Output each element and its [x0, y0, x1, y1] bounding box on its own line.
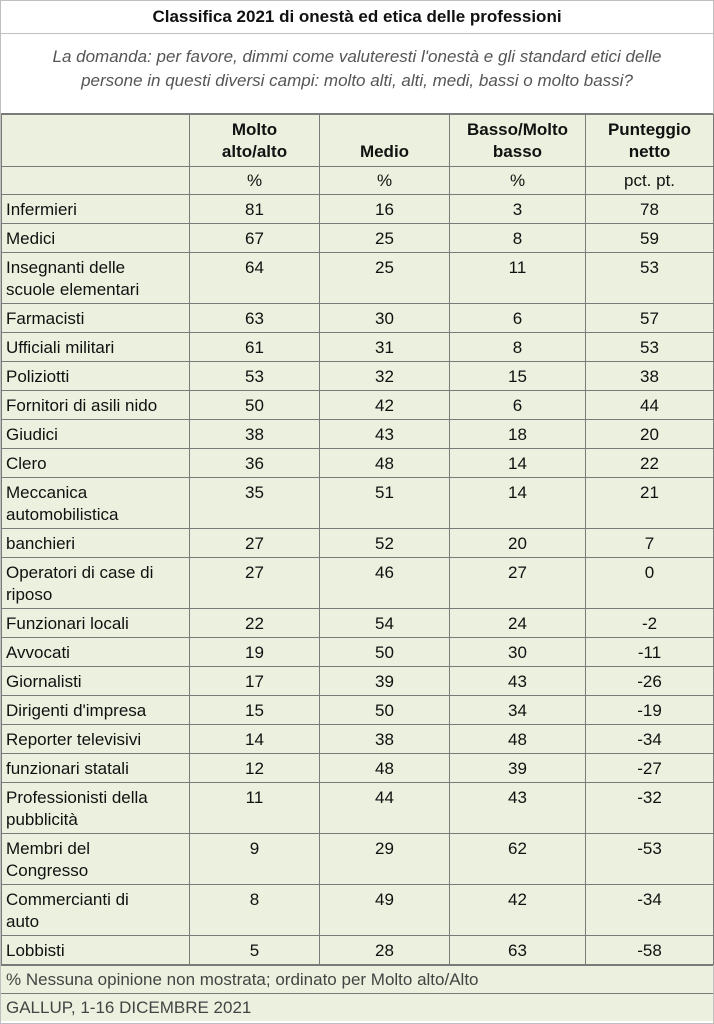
value-medio: 48	[320, 754, 450, 783]
value-medio: 28	[320, 936, 450, 965]
table-row	[2, 638, 714, 667]
header-punteggio	[586, 115, 714, 167]
table-row	[2, 333, 714, 362]
value-molto-alto: 19	[190, 638, 320, 667]
value-netto: 44	[586, 391, 714, 420]
value-molto-alto: 67	[190, 224, 320, 253]
value-molto-alto: 17	[190, 667, 320, 696]
unit-cell: %	[450, 167, 586, 195]
row-label	[2, 834, 190, 885]
value-netto: -27	[586, 754, 714, 783]
row-label-line-1: Giudici	[6, 425, 58, 444]
value-netto: 53	[586, 333, 714, 362]
table-row	[2, 667, 714, 696]
value-netto: 59	[586, 224, 714, 253]
row-label	[2, 362, 190, 391]
value-basso: 14	[450, 449, 586, 478]
value-netto: -34	[586, 885, 714, 936]
row-label	[2, 783, 190, 834]
value-medio: 38	[320, 725, 450, 754]
value-medio: 31	[320, 333, 450, 362]
row-label-line-1: Insegnanti delle	[6, 258, 126, 277]
row-label-line-2: scuole elementari	[6, 280, 140, 299]
row-label-line-1: banchieri	[6, 534, 75, 553]
value-molto-alto: 38	[190, 420, 320, 449]
row-label	[2, 253, 190, 304]
value-medio: 39	[320, 667, 450, 696]
table-row	[2, 754, 714, 783]
value-basso: 43	[450, 783, 586, 834]
unit-cell: pct. pt.	[586, 167, 714, 195]
value-medio: 51	[320, 478, 450, 529]
header-row	[2, 115, 714, 167]
value-netto: -26	[586, 667, 714, 696]
table-row	[2, 725, 714, 754]
value-basso: 62	[450, 834, 586, 885]
unit-row	[2, 167, 714, 195]
value-netto: -58	[586, 936, 714, 965]
row-label-line-1: Ufficiali militari	[6, 338, 115, 357]
row-label-line-1: Reporter televisivi	[6, 730, 142, 749]
row-label	[2, 638, 190, 667]
value-netto: 38	[586, 362, 714, 391]
row-label-line-1: Lobbisti	[6, 941, 65, 960]
value-basso: 8	[450, 224, 586, 253]
value-netto: 53	[586, 253, 714, 304]
value-medio: 29	[320, 834, 450, 885]
table-row	[2, 609, 714, 638]
value-molto-alto: 64	[190, 253, 320, 304]
value-molto-alto: 22	[190, 609, 320, 638]
value-netto: -34	[586, 725, 714, 754]
row-label	[2, 609, 190, 638]
value-basso: 48	[450, 725, 586, 754]
table-row	[2, 478, 714, 529]
row-label-line-1: Farmacisti	[6, 309, 85, 328]
value-basso: 34	[450, 696, 586, 725]
header-medio	[320, 115, 450, 167]
row-label	[2, 224, 190, 253]
header-line-2: Medio	[359, 142, 410, 161]
value-netto: -53	[586, 834, 714, 885]
value-medio: 50	[320, 696, 450, 725]
row-label	[2, 725, 190, 754]
value-molto-alto: 27	[190, 529, 320, 558]
value-medio: 25	[320, 224, 450, 253]
row-label-line-1: Giornalisti	[6, 672, 82, 691]
value-medio: 32	[320, 362, 450, 391]
value-molto-alto: 8	[190, 885, 320, 936]
unit-cell: %	[190, 167, 320, 195]
row-label	[2, 696, 190, 725]
value-molto-alto: 81	[190, 195, 320, 224]
value-netto: 20	[586, 420, 714, 449]
row-label-line-2: pubblicità	[6, 810, 78, 829]
row-label	[2, 449, 190, 478]
value-basso: 24	[450, 609, 586, 638]
value-basso: 39	[450, 754, 586, 783]
row-label-line-1: Commercianti di	[6, 890, 129, 909]
value-basso: 8	[450, 333, 586, 362]
row-label	[2, 391, 190, 420]
unit-blank	[2, 167, 190, 195]
value-medio: 30	[320, 304, 450, 333]
value-netto: -2	[586, 609, 714, 638]
value-medio: 44	[320, 783, 450, 834]
value-netto: 78	[586, 195, 714, 224]
unit-cell: %	[320, 167, 450, 195]
row-label-line-1: funzionari statali	[6, 759, 129, 778]
table-row	[2, 834, 714, 885]
source: GALLUP, 1-16 DICEMBRE 2021	[1, 993, 713, 1021]
header-line-1: Basso/Molto	[466, 120, 569, 139]
value-basso: 43	[450, 667, 586, 696]
row-label-line-1: Membri del	[6, 839, 91, 858]
value-medio: 49	[320, 885, 450, 936]
header-line-1: Punteggio	[607, 120, 692, 139]
value-medio: 48	[320, 449, 450, 478]
table-row	[2, 936, 714, 965]
row-label-line-1: Infermieri	[6, 200, 77, 219]
footnote: % Nessuna opinione non mostrata; ordinato per Molto alto/Alto	[1, 965, 713, 993]
value-netto: -11	[586, 638, 714, 667]
table-row	[2, 224, 714, 253]
header-line-2: basso	[492, 142, 543, 161]
table-title: Classifica 2021 di onestà ed etica delle professioni	[1, 1, 713, 34]
row-label	[2, 667, 190, 696]
row-label-line-1: Medici	[6, 229, 56, 248]
value-basso: 20	[450, 529, 586, 558]
table-row	[2, 253, 714, 304]
header-line-2: alto/alto	[221, 142, 288, 161]
row-label	[2, 304, 190, 333]
row-label-line-2: automobilistica	[6, 505, 119, 524]
row-label	[2, 529, 190, 558]
value-molto-alto: 53	[190, 362, 320, 391]
row-label-line-1: Avvocati	[6, 643, 70, 662]
value-netto: 21	[586, 478, 714, 529]
ratings-table	[1, 114, 714, 965]
row-label-line-2: Congresso	[6, 861, 89, 880]
row-label-line-1: Fornitori di asili nido	[6, 396, 158, 415]
value-netto: 22	[586, 449, 714, 478]
row-label-line-1: Poliziotti	[6, 367, 70, 386]
row-label-line-1: Professionisti della	[6, 788, 148, 807]
value-medio: 46	[320, 558, 450, 609]
row-label	[2, 936, 190, 965]
value-molto-alto: 50	[190, 391, 320, 420]
row-label	[2, 195, 190, 224]
value-netto: 0	[586, 558, 714, 609]
row-label	[2, 558, 190, 609]
table-row	[2, 885, 714, 936]
value-molto-alto: 9	[190, 834, 320, 885]
value-basso: 11	[450, 253, 586, 304]
value-basso: 6	[450, 391, 586, 420]
row-label	[2, 885, 190, 936]
value-molto-alto: 14	[190, 725, 320, 754]
value-basso: 63	[450, 936, 586, 965]
header-line-1: Molto	[231, 120, 278, 139]
value-medio: 52	[320, 529, 450, 558]
header-basso	[450, 115, 586, 167]
row-label-line-1: Clero	[6, 454, 47, 473]
value-molto-alto: 5	[190, 936, 320, 965]
value-netto: -19	[586, 696, 714, 725]
value-medio: 50	[320, 638, 450, 667]
value-basso: 15	[450, 362, 586, 391]
value-medio: 43	[320, 420, 450, 449]
value-medio: 42	[320, 391, 450, 420]
value-basso: 18	[450, 420, 586, 449]
value-molto-alto: 36	[190, 449, 320, 478]
table-row	[2, 783, 714, 834]
row-label-line-2: auto	[6, 912, 40, 931]
header-blank	[2, 115, 190, 167]
row-label	[2, 754, 190, 783]
value-netto: 57	[586, 304, 714, 333]
row-label	[2, 333, 190, 362]
question-line-2: persone in questi diversi campi: molto alti, alti, medi, bassi o molto bassi?	[81, 71, 633, 90]
value-basso: 30	[450, 638, 586, 667]
value-molto-alto: 15	[190, 696, 320, 725]
row-label-line-1: Operatori di case di	[6, 563, 154, 582]
value-medio: 25	[320, 253, 450, 304]
value-basso: 14	[450, 478, 586, 529]
row-label	[2, 478, 190, 529]
row-label-line-1: Dirigenti d'impresa	[6, 701, 147, 720]
table-row	[2, 391, 714, 420]
value-medio: 54	[320, 609, 450, 638]
value-basso: 42	[450, 885, 586, 936]
value-basso: 6	[450, 304, 586, 333]
value-medio: 16	[320, 195, 450, 224]
value-molto-alto: 35	[190, 478, 320, 529]
table-row	[2, 449, 714, 478]
table-row	[2, 362, 714, 391]
header-molto-alto	[190, 115, 320, 167]
value-molto-alto: 11	[190, 783, 320, 834]
value-basso: 27	[450, 558, 586, 609]
table-row	[2, 195, 714, 224]
question-line-1: La domanda: per favore, dimmi come valuteresti l'onestà e gli standard etici delle	[52, 47, 662, 66]
table-row	[2, 558, 714, 609]
table-row	[2, 529, 714, 558]
table-row	[2, 304, 714, 333]
row-label-line-1: Meccanica	[6, 483, 88, 502]
survey-question	[1, 34, 713, 114]
table-row	[2, 420, 714, 449]
value-netto: 7	[586, 529, 714, 558]
row-label	[2, 420, 190, 449]
row-label-line-1: Funzionari locali	[6, 614, 129, 633]
value-molto-alto: 12	[190, 754, 320, 783]
header-line-2: netto	[628, 142, 671, 161]
table-row	[2, 696, 714, 725]
value-molto-alto: 61	[190, 333, 320, 362]
row-label-line-2: riposo	[6, 585, 53, 604]
value-basso: 3	[450, 195, 586, 224]
value-netto: -32	[586, 783, 714, 834]
value-molto-alto: 63	[190, 304, 320, 333]
value-molto-alto: 27	[190, 558, 320, 609]
